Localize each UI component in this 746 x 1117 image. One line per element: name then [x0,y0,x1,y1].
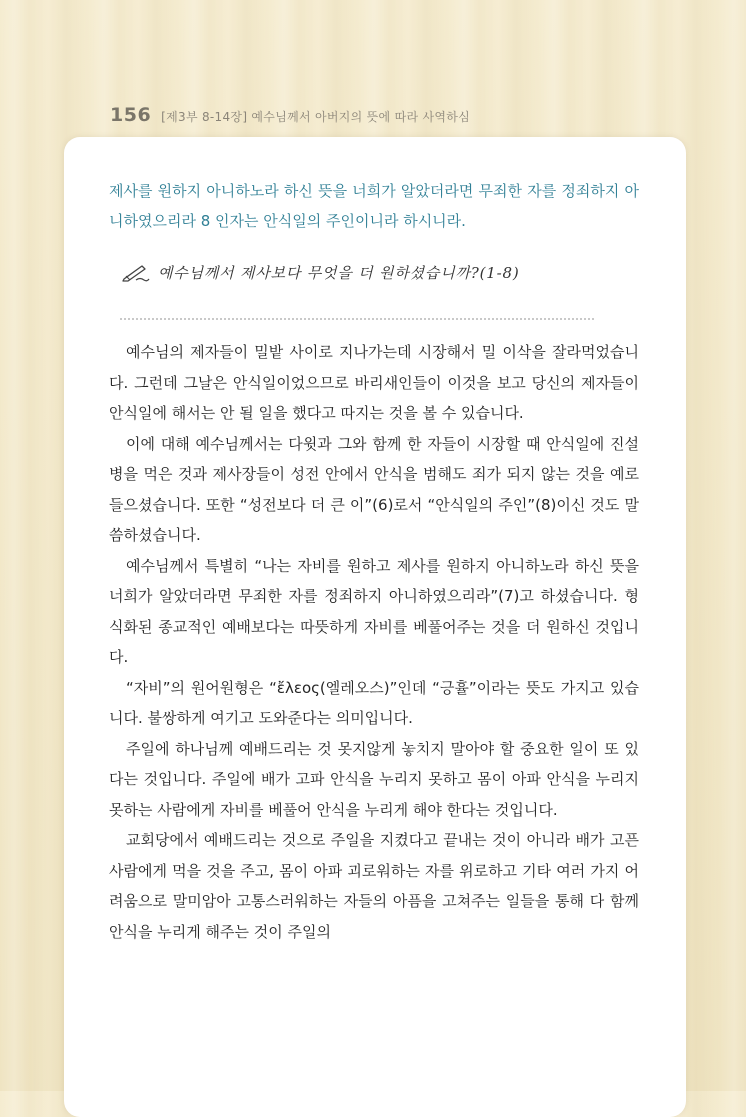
page-number: 156 [110,104,152,126]
study-question [122,258,622,286]
paragraph: 예수님의 제자들이 밀밭 사이로 지나가는데 시장해서 밀 이삭을 잘라먹었습니다. 그런데 그날은 안식일이었으므로 바리새인들이 이것을 보고 당신의 제자들이 안식일에 해서는 안 될 일을 했다고 따지는 것을 볼 수 있습니다. [109,343,639,422]
paragraph: 주일에 하나님께 예배드리는 것 못지않게 놓치지 말아야 할 중요한 일이 또 있다는 것입니다. 주일에 배가 고파 안식을 누리지 못하고 몸이 아파 안식을 누리지 못하는 사람에게 자비를 베풀어 안식을 누리게 해야 한다는 것입니다. [109,739,639,819]
paragraph: 교회당에서 예배드리는 것으로 주일을 지켰다고 끝내는 것이 아니라 배가 고픈 사람에게 먹을 것을 주고, 몸이 아파 괴로워하는 자를 위로하고 기타 여러 가지 어려움으로 말미암아 고통스러워하는 자들의 아픔을 고쳐주는 일들을 통해 다 함께 안식을 누리게 해주는 것이 주일의 [109,831,639,941]
paragraph: 이에 대해 예수님께서는 다윗과 그와 함께 한 자들이 시장할 때 안식일에 진설병을 먹은 것과 제사장들이 성전 안에서 안식을 범해도 죄가 되지 않는 것을 예로 들으셨습니다. 또한 “성전보다 더 큰 이”(6)로서 “안식일의 주인”(8)이신 것도 말씀하셨습니다. [109,434,639,544]
dotted-divider [120,318,594,320]
page-header [110,104,710,130]
question-text: 예수님께서 제사보다 무엇을 더 원하셨습니까?(1-8) [158,263,520,282]
paragraph: 예수님께서 특별히 “나는 자비를 원하고 제사를 원하지 아니하노라 하신 뜻을 너희가 알았더라면 무죄한 자를 정죄하지 아니하였으리라”(7)고 하셨습니다. 형식화된 종교적인 예배보다는 따뜻하게 자비를 베풀어주는 것을 더 원하신 것입니다. [109,556,639,666]
running-title: [제3부 8-14장] 예수님께서 아버지의 뜻에 따라 사역하심 [161,110,471,124]
paragraph: “자비”의 원어원형은 “ἔλεος(엘레오스)”인데 “긍휼”이라는 뜻도 가지고 있습니다. 불쌍하게 여기고 도와준다는 의미입니다. [109,678,639,727]
body-text [109,337,639,947]
scripture-passage: 제사를 원하지 아니하노라 하신 뜻을 너희가 알았더라면 무죄한 자를 정죄하지 아니하였으리라 8 인자는 안식일의 주인이니라 하시니라. [109,182,639,230]
pen-icon [122,262,150,282]
